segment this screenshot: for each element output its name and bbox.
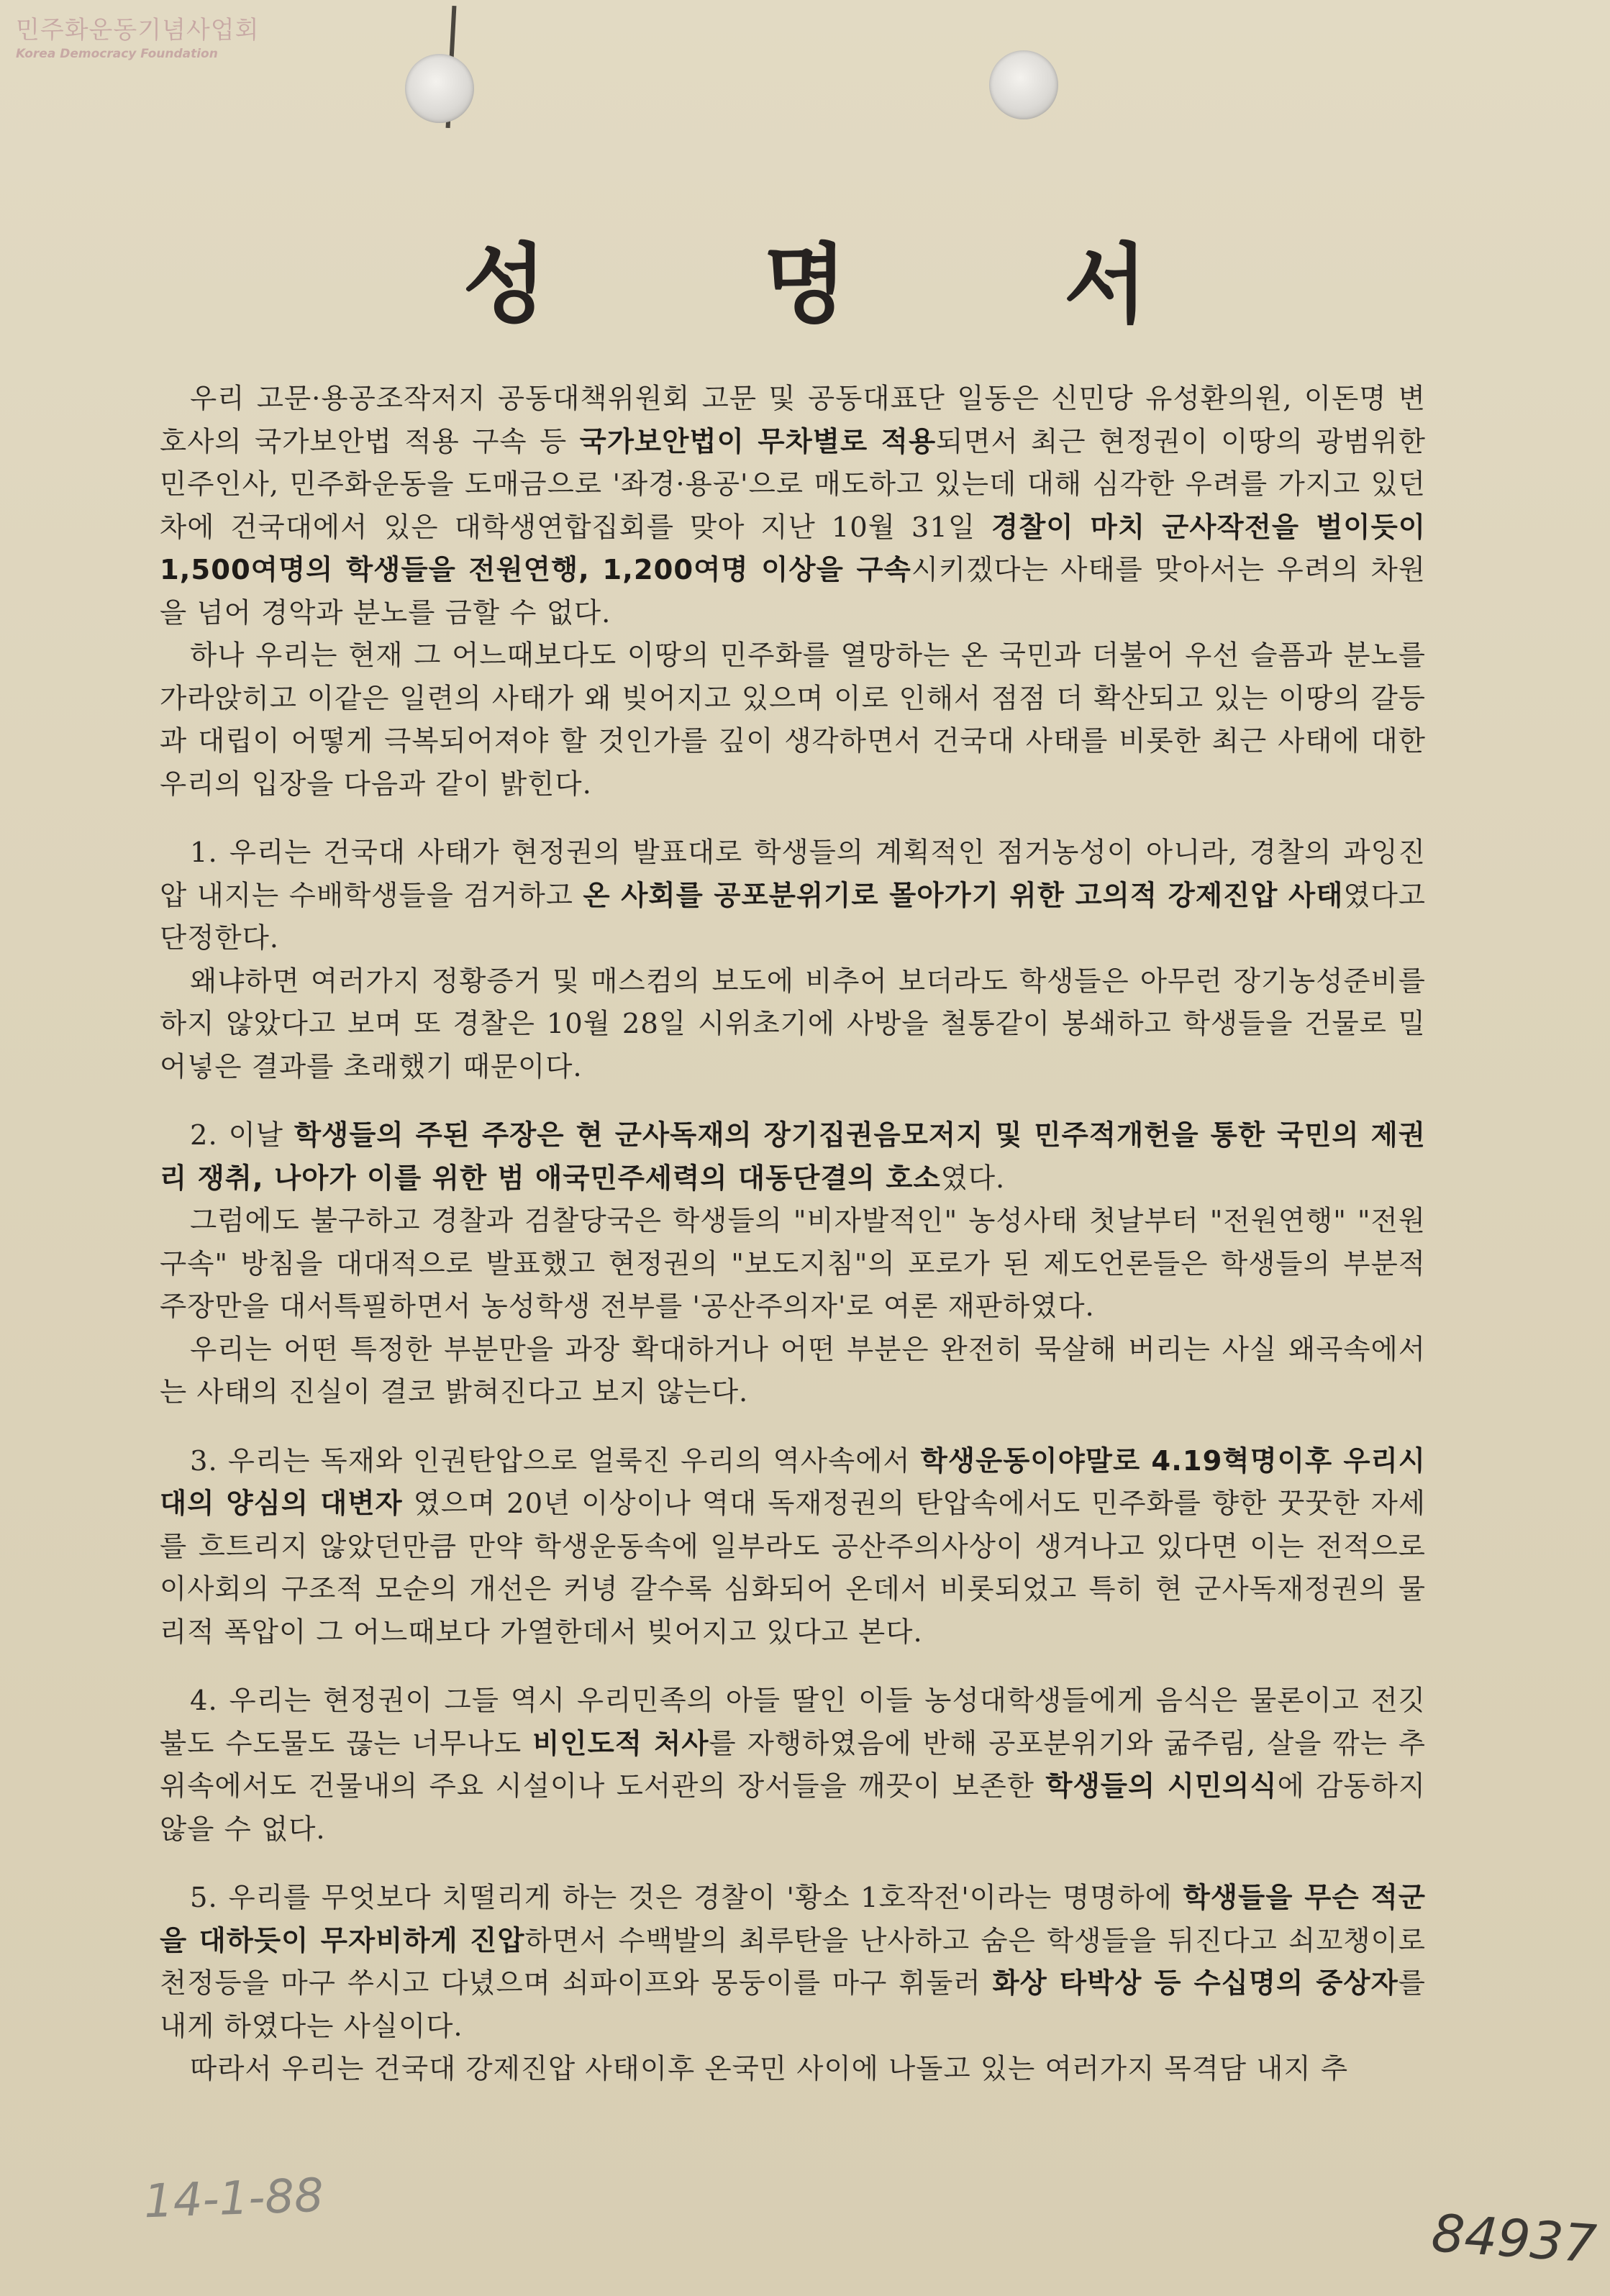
body-text: 1. 우리는 건국대 사태가 현정권의 발표대로 학생들의 계획적인 점거농성이 아니라, 경찰의 과잉진압 내지는 수배학생들을 검거하고: [160, 837, 1426, 912]
body-text: 에 감동하지 않을 수 없다.: [160, 1770, 1426, 1846]
section-paragraph: [160, 2048, 1426, 2091]
section-paragraph: [160, 1877, 1426, 2048]
section-paragraph: [160, 1680, 1426, 1851]
emphasized-text: 학생들의 주된 주장은 현 군사독재의 장기집권음모저지 및 민주적개헌을 통한 국민의 제권리 쟁취, 나아가 이를 위한 범 애국민주세력의 대동단결의 호소: [160, 1119, 1426, 1195]
section-paragraph: [160, 832, 1426, 960]
section-2: [160, 1114, 1426, 1414]
body-text: 5. 우리를 무엇보다 치떨리게 하는 것은 경찰이 '황소 1호작전'이라는 명명하에: [190, 1882, 1183, 1914]
body-text: 하나 우리는 현재 그 어느때보다도 이땅의 민주화를 열망하는 온 국민과 더불어 우선 슬픔과 분노를 가라앉히고 이같은 일련의 사태가 왜 빚어지고 있으며 이로 인해서 점점 더 확산되고 있는 이땅의 갈등과 대립이 어떻게 극복되어져야 할 것인가를 깊이 생각하면서 건국대 사태를 비롯한 최근 사태에 대한 우리의 입장을 다음과 같이 밝힌다.: [160, 639, 1426, 801]
emphasized-text: 화상 타박상 등 수십명의 중상자: [992, 1967, 1398, 2000]
emphasized-text: 경찰이 마치 군사작전을 벌이듯이 1,500여명의 학생들을 전원연행, 1,200여명 이상을 구속: [160, 511, 1427, 586]
body-text: 를 내게 하였다는 사실이다.: [160, 1967, 1426, 2043]
body-text: 였다.: [940, 1162, 1006, 1195]
emphasized-text: 국가보안법이 무차별로 적용: [579, 425, 937, 458]
emphasized-text: 학생들을 무슨 적군을 대하듯이 무자비하게 진압: [160, 1882, 1426, 1957]
emphasized-text: 온 사회를 공포분위기로 몰아가기 위한 고의적 강제진압 사태: [583, 879, 1344, 912]
body-text: 3. 우리는 독재와 인권탄압으로 얼룩진 우리의 역사속에서: [190, 1444, 921, 1477]
watermark-english: Korea Democracy Foundation: [16, 47, 218, 61]
body-text: 하면서 수백발의 최루탄을 난사하고 숨은 학생들을 뒤진다고 쇠꼬챙이로 천정등을 마구 쑤시고 다녔으며 쇠파이프와 몽둥이를 마구 휘둘러: [160, 1924, 1426, 2000]
watermark-korean: 민주화운동기념사업회: [16, 16, 260, 45]
body-text: 따라서 우리는 건국대 강제진압 사태이후 온국민 사이에 나돌고 있는 여러가지 목격담 내지 추: [190, 2053, 1349, 2085]
section-paragraph: [160, 1329, 1426, 1414]
section-1: [160, 832, 1426, 1088]
section-4: [160, 1680, 1426, 1851]
section-paragraph: [160, 1114, 1426, 1200]
body-text: 시키겠다는 사태를 맞아서는 우려의 차원을 넘어 경악과 분노를 금할 수 없다.: [160, 554, 1427, 629]
body-text: 2. 이날: [190, 1119, 294, 1152]
document-title: 성 명 서: [463, 235, 1241, 335]
body-text: 였으며 20년 이상이나 역대 독재정권의 탄압속에서도 민주화를 향한 꿋꿋한 자세를 흐트리지 않았던만큼 만약 학생운동속에 일부라도 공산주의사상이 생겨나고 있다면 이는 전적으로 이사회의 구조적 모순의 개선은 커녕 갈수록 심화되어 온데서 비롯되었고 특히 현 군사독재정권의 물리적 폭압이 그 어느때보다 가열한데서 빚어지고 있다고 본다.: [160, 1488, 1426, 1649]
body-text: 그럼에도 불구하고 경찰과 검찰당국은 학생들의 "비자발적인" 농성사태 첫날부터 "전원연행" "전원구속" 방침을 대대적으로 발표했고 현정권의 "보도지침"의 포로가 된 제도언론들은 학생들의 부분적 주장만을 대서특필하면서 농성학생 전부를 '공산주의자'로 여론 재판하였다.: [160, 1205, 1426, 1323]
foundation-watermark: [16, 10, 259, 61]
body-text: 를 자행하였음에 반해 공포분위기와 굶주림, 살을 깎는 추위속에서도 건물내의 주요 시설이나 도서관의 장서들을 깨끗이 보존한: [160, 1727, 1426, 1803]
section-5: [160, 1877, 1426, 2091]
section-paragraph: [160, 1440, 1426, 1654]
punch-hole-left: [405, 54, 474, 123]
handwritten-archive-number: 84937: [1429, 2202, 1598, 2274]
intro-section: [160, 378, 1426, 806]
emphasized-text: 학생들의 시민의식: [1045, 1770, 1278, 1803]
body-text: 4. 우리는 현정권이 그들 역시 우리민족의 아들 딸인 이들 농성대학생들에게 음식은 물론이고 전깃불도 수도물도 끊는 너무나도: [160, 1685, 1426, 1760]
emphasized-text: 학생운동이야말로 4.19혁명이후 우리시대의 양심의 대변자: [160, 1444, 1426, 1520]
punch-hole-right: [989, 50, 1058, 119]
statement-body: [160, 378, 1426, 2091]
body-text: 왜냐하면 여러가지 정황증거 및 매스컴의 보도에 비추어 보더라도 학생들은 아무런 장기농성준비를 하지 않았다고 보며 또 경찰은 10월 28일 시위초기에 사방을 철통같이 봉쇄하고 학생들을 건물로 밀어넣은 결과를 초래했기 때문이다.: [160, 965, 1426, 1083]
intro-paragraph: [160, 634, 1426, 806]
body-text: 되면서 최근 현정권이 이땅의 광범위한 민주인사, 민주화운동을 도매금으로 '좌경·용공'으로 매도하고 있는데 대해 심각한 우려를 가지고 있던차에 건국대에서 있은 대학생연합집회를 맞아 지난 10월 31일: [160, 425, 1426, 544]
body-text: 였다고 단정한다.: [160, 879, 1426, 955]
body-text: 우리는 어떤 특정한 부분만을 과장 확대하거나 어떤 부분은 완전히 묵살해 버리는 사실 왜곡속에서는 사태의 진실이 결코 밝혀진다고 보지 않는다.: [160, 1333, 1426, 1408]
numbered-sections: [160, 832, 1426, 2091]
handwritten-date: 14-1-88: [142, 2169, 324, 2229]
emphasized-text: 비인도적 처사: [532, 1727, 709, 1760]
section-3: [160, 1440, 1426, 1654]
intro-paragraph: [160, 378, 1426, 634]
body-text: 우리 고문·용공조작저지 공동대책위원회 고문 및 공동대표단 일동은 신민당 유성환의원, 이돈명 변호사의 국가보안법 적용 구속 등: [160, 383, 1426, 458]
section-paragraph: [160, 1200, 1426, 1329]
section-paragraph: [160, 960, 1426, 1089]
